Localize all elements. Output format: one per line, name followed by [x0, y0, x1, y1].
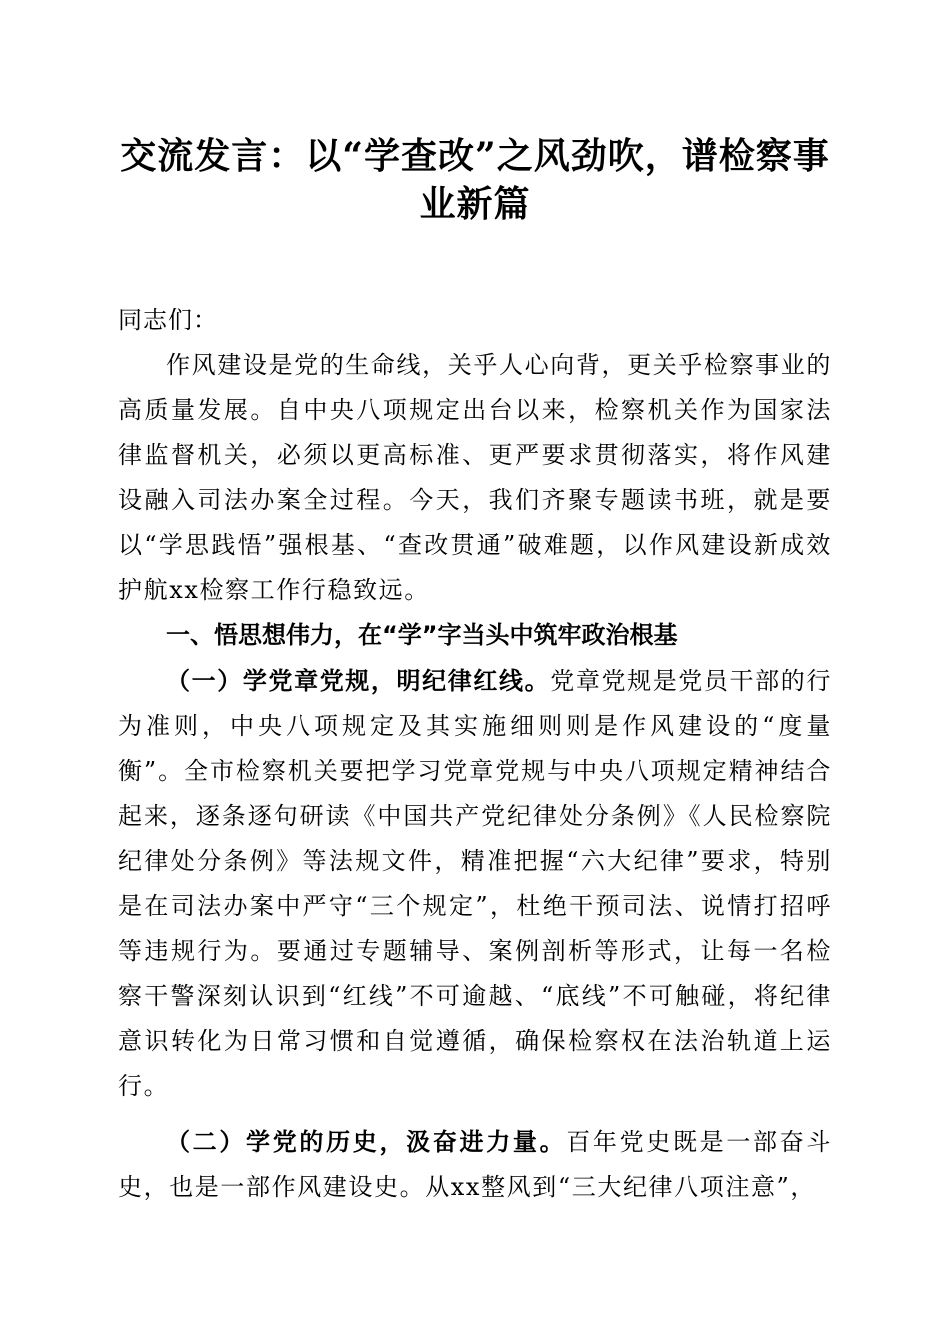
subsection-1-paragraph [118, 658, 832, 1109]
subsection-2-paragraph [118, 1119, 832, 1210]
subsection-2-lead: （二）学党的历史，汲奋进力量。 [166, 1127, 567, 1156]
subsection-1-lead: （一）学党章党规，明纪律红线。 [166, 666, 551, 695]
subsection-2-body: 百年党史既是一部奋斗史，也是一部作风建设史。从xx整风到“三大纪律八项注意”， [118, 1128, 832, 1201]
salutation: 同志们： [118, 306, 218, 334]
document-title: 交流发言：以“学查改”之风劲吹，谱检察事业新篇 [120, 135, 830, 225]
intro-paragraph: 作风建设是党的生命线，关乎人心向背，更关乎检察事业的高质量发展。自中央八项规定出台以来，检察机关作为国家法律监督机关，必须以更高标准、更严要求贯彻落实，将作风建设融入司法办案全过程。今天，我们齐聚专题读书班，就是要以“学思践悟”强根基、“查改贯通”破难题，以作风建设新成效护航xx检察工作行稳致远。 [118, 351, 832, 604]
subsection-1-body: 党章党规是党员干部的行为准则，中央八项规定及其实施细则则是作风建设的“度量衡”。全市检察机关要把学习党章党规与中央八项规定精神结合起来，逐条逐句研读《中国共产党纪律处分条例》《人民检察院纪律处分条例》等法规文件，精准把握“六大纪律”要求，特别是在司法办案中严守“三个规定”，杜绝干预司法、说情打招呼等违规行为。要通过专题辅导、案例剖析等形式，让每一名检察干警深刻认识到“红线”不可逾越、“底线”不可触碰，将纪律意识转化为日常习惯和自觉遵循，确保检察权在法治轨道上运行。 [118, 667, 832, 1100]
section-heading-1: 一、悟思想伟力，在“学”字当头中筑牢政治根基 [166, 621, 678, 649]
